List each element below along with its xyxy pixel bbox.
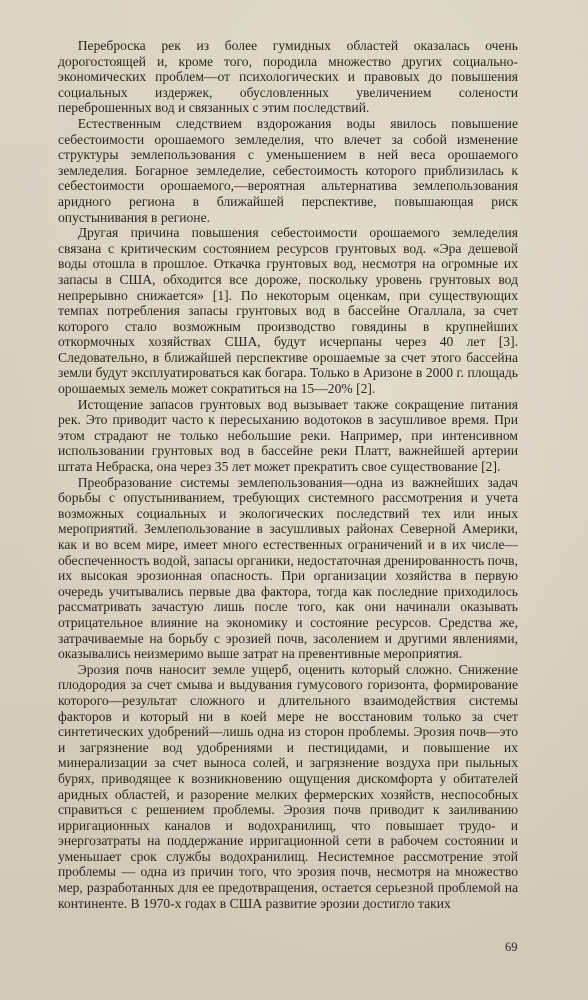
paragraph-6: Эрозия почв наносит земле ущерб, оценить который сложно. Снижение плодородия за счет смыва и выдувания гумусового горизонта, формирование которого—результат сложного и длительного взаимодействия системы факторов и который ни в коей мере не восстановим только за счет синтетических удобрений—лишь одна из сторон проблемы. Эрозия почв—это и загрязнение вод удобрениями и пестицидами, и повышение их минерализации за счет выноса солей, и загрязнение воздуха при пыльных бурях, приводящее к возникновению ощущения дискомфорта у обитателей аридных областей, и разорение мелких фермерских хозяйств, неспособных справиться с решением проблемы. Эрозия почв приводит к заиливанию ирригационных каналов и водохранилищ, что повышает трудо- и энергозатраты на поддержание ирригационной сети в рабочем состоянии и уменьшает срок службы водохранилищ. Несистемное рассмотрение этой проблемы — одна из причин того, что эрозия почв, несмотря на множество мер, разработанных для ее предотвращения, остается серьезной проблемой на континенте. В 1970-х годах в США развитие эрозии достигло таких: [58, 661, 518, 911]
paragraph-2: Естественным следствием вздорожания воды явилось повышение себестоимости орошаемого земледелия, что влечет за собой изменение структуры землепользования с уменьшением в ней веса орошаемого земледелия. Богарное земледелие, себестоимость которого приблизилась к себестоимости орошаемого,—вероятная альтернатива землепользования аридного региона в ближайшей перспективе, повышающая риск опустынивания в регионе.: [58, 115, 518, 225]
paragraph-1: Переброска рек из более гумидных областей оказалась очень дорогостоящей и, кроме того, породила множество других социально-экономических проблем—от психологических и правовых до повышения социальных издержек, обусловленных увеличением солености переброшенных вод и связанных с этим последствий.: [58, 38, 518, 116]
text-column: [58, 38, 518, 911]
paragraph-3: Другая причина повышения себестоимости орошаемого земледелия связана с критическим состоянием ресурсов грунтовых вод. «Эра дешевой воды отошла в прошлое. Откачка грунтовых вод, несмотря на огромные их запасы в США, обходится все дороже, поскольку уровень грунтовых вод непрерывно снижается» [1]. По некоторым оценкам, при существующих темпах потребления запасы грунтовых вод в бассейне Огаллала, за счет которого стало возможным производство говядины в крупнейших откормочных хозяйствах США, будут исчерпаны через 40 лет [3]. Следовательно, в ближайшей перспективе орошаемые за счет этого бассейна земли будут эксплуатироваться как богара. Только в Аризоне в 2000 г. площадь орошаемых земель может сократиться на 15—20% [2].: [58, 225, 518, 397]
paragraph-4: Истощение запасов грунтовых вод вызывает также сокращение питания рек. Это приводит часто к пересыханию водотоков в засушливое время. При этом страдают не только небольшие реки. Например, при интенсивном использовании грунтовых вод в бассейне реки Платт, важнейшей артерии штата Небраска, она через 35 лет может прекратить свое существование [2].: [58, 396, 518, 475]
page-number: 69: [505, 940, 518, 954]
paragraph-5: Преобразование системы землепользования—одна из важнейших задач борьбы с опустыниванием, требующих системного рассмотрения и учета возможных социальных и экологических последствий тех или иных мероприятий. Землепользование в засушливых районах Северной Америки, как и во всем мире, имеет много естественных ограничений и в их числе—обеспеченность водой, запасы органики, недостаточная дренированность почв, их высокая эрозионная опасность. При организации хозяйства в первую очередь учитывались первые два фактора, тогда как последние приходилось рассматривать зачастую лишь после того, как они начинали оказывать отрицательное влияние на экономику и состояние ресурсов. Средства же, затрачиваемые на борьбу с эрозией почв, засолением и другими явлениями, оказывались неизмеримо выше затрат на превентивные мероприятия.: [58, 474, 518, 662]
